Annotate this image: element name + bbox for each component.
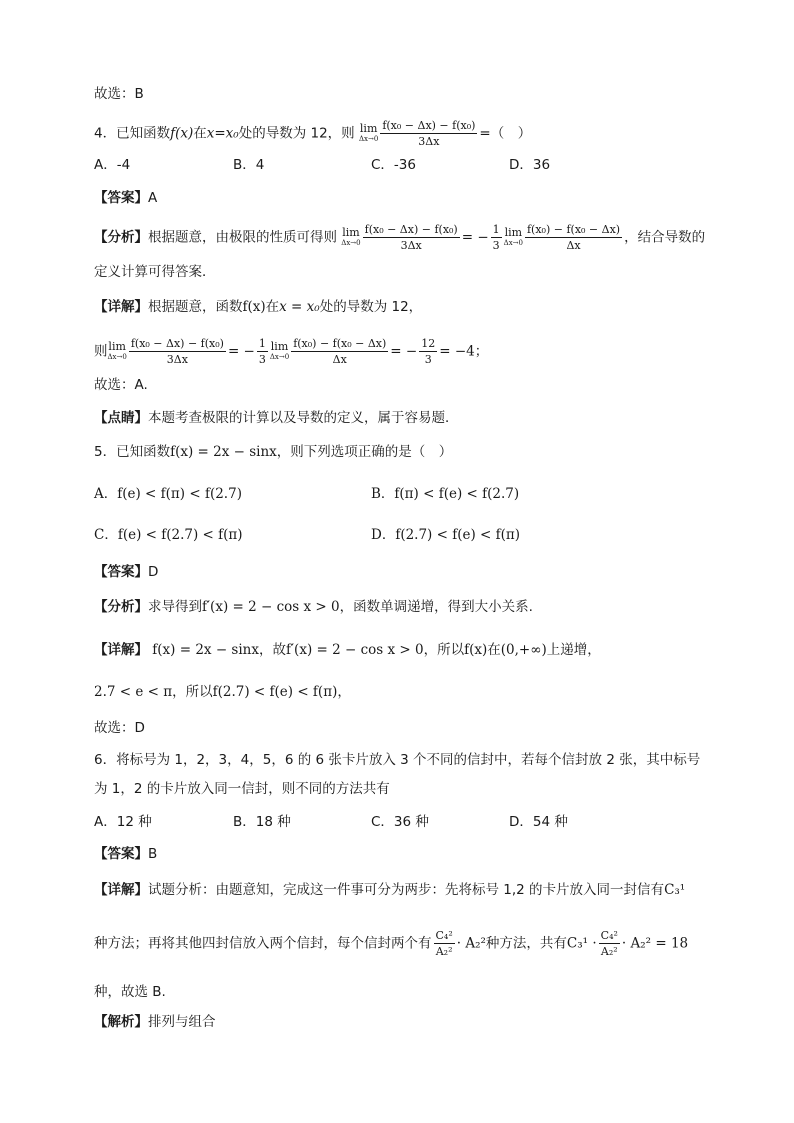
detail-text: 根据题意，函数 xyxy=(148,299,243,315)
answer-value: D xyxy=(148,564,159,580)
q4-stem xyxy=(94,118,531,149)
comment-tag: 【点睛】 xyxy=(94,410,148,426)
detail-text-3: 处的导数为 12， xyxy=(319,299,423,315)
q5-answer xyxy=(94,562,158,582)
q6-detail-line2 xyxy=(94,928,688,959)
q5-option-c: C．f(e) < f(2.7) < f(π) xyxy=(94,527,243,543)
detail-math-3: f(x) xyxy=(464,642,488,658)
q5-option-a: A．f(e) < f(π) < f(2.7) xyxy=(94,486,242,502)
frac-den: 3 xyxy=(424,353,432,366)
q5-option-b: B．f(π) < f(e) < f(2.7) xyxy=(371,486,520,502)
q4-option-d: D．36 xyxy=(509,157,551,173)
detail-tag: 【详解】 xyxy=(94,642,148,658)
detail-frac-c42 xyxy=(434,928,455,959)
detail-text: 试题分析：由题意知，完成这一件事可分为两步：先将标号 1,2 的卡片放入同一封信有 xyxy=(148,882,665,898)
detail-tag: 【详解】 xyxy=(94,299,148,315)
frac-num: C₄² xyxy=(435,929,453,942)
q5-stem-func: f(x) = 2x − sinx xyxy=(170,444,277,460)
q4-stem-point: x=x₀ xyxy=(206,125,239,142)
q6-option-c: C．36 种 xyxy=(371,814,429,830)
q4-select: 故选：A. xyxy=(94,377,148,393)
detail-total-post: · A₂² = 18 xyxy=(621,935,689,952)
analysis-lim-2 xyxy=(504,227,523,248)
detail-eq: = − xyxy=(227,343,255,360)
lim-label: lim xyxy=(342,226,360,239)
analysis-frac-2 xyxy=(525,222,622,253)
frac-den: 3Δx xyxy=(418,135,440,148)
frac-den: A₂² xyxy=(435,945,453,958)
frac-num: 12 xyxy=(421,337,436,350)
q4-stem-prefix: 4．已知函数 xyxy=(94,125,171,142)
q4-detail-equation xyxy=(94,336,488,367)
q4-stem-func: f(x) xyxy=(170,125,194,142)
detail-func: f(x) xyxy=(242,299,266,315)
q6-option-a: A．12 种 xyxy=(94,814,152,830)
detail-coef xyxy=(257,336,268,367)
detail-c31: C₃¹ xyxy=(664,882,686,898)
analysis-lim-1 xyxy=(341,227,360,248)
frac-num: 1 xyxy=(258,337,266,350)
detail-frac-2 xyxy=(291,336,388,367)
q4-detail xyxy=(94,297,422,317)
q5-option-d: D．f(2.7) < f(e) < f(π) xyxy=(371,527,521,543)
analysis-math: f′(x) = 2 − cos x > 0 xyxy=(202,599,340,615)
lim-label: lim xyxy=(504,226,523,239)
analysis-eq: = − xyxy=(461,229,489,246)
detail-total-pre: C₃¹ · xyxy=(566,935,597,952)
detail-frac-1 xyxy=(129,336,226,367)
q6-detail xyxy=(94,880,685,900)
detail-line2-b: 种方法，共有 xyxy=(485,935,567,952)
q6-stem-line2: 为 1，2 的卡片放入同一信封，则不同的方法共有 xyxy=(94,781,390,797)
frac-den: 3 xyxy=(492,239,500,252)
frac-num: 1 xyxy=(492,223,500,236)
q4-answer xyxy=(94,188,157,208)
detail-text-2: 在 xyxy=(265,299,280,315)
comment-text: 本题考查极限的计算以及导数的定义，属于容易题． xyxy=(148,410,459,426)
detail-result: = −4 xyxy=(439,343,475,360)
q6-stem-line1: 6．将标号为 1，2，3，4，5，6 的 6 张卡片放入 3 个不同的信封中，若每个信封放 2 张，其中标号 xyxy=(94,752,701,768)
detail-line2-math-1: 2.7 < e < π xyxy=(94,684,173,700)
explain-tag: 【解析】 xyxy=(94,1014,148,1030)
detail-semicolon: ； xyxy=(474,343,489,360)
lim-sub: Δx→0 xyxy=(503,239,523,247)
frac-den: 3Δx xyxy=(400,239,422,252)
q4-stem-suffix: 处的导数为 12，则 xyxy=(238,125,355,142)
detail-line2-end: ， xyxy=(337,684,351,700)
detail-a22: · A₂² xyxy=(456,935,486,952)
q6-option-d: D．54 种 xyxy=(509,814,568,830)
frac-den: A₂² xyxy=(600,945,618,958)
answer-tag: 【答案】 xyxy=(94,190,148,206)
lim-sub: Δx→0 xyxy=(269,353,290,361)
q5-select: 故选：D xyxy=(94,720,145,736)
q6-answer xyxy=(94,844,157,864)
lim-label: lim xyxy=(108,340,126,353)
detail-line2-math-2: f(2.7) < f(e) < f(π) xyxy=(212,684,338,700)
q5-stem xyxy=(94,442,452,462)
detail-tag: 【详解】 xyxy=(94,882,148,898)
detail-text-1: ，故 xyxy=(259,642,286,658)
frac-num: C₄² xyxy=(600,929,618,942)
frac-den: 3 xyxy=(258,353,266,366)
analysis-text: 根据题意，由极限的性质可得则 xyxy=(148,229,337,246)
q4-comment xyxy=(94,408,459,428)
q4-analysis-line2: 定义计算可得答案． xyxy=(94,264,216,280)
lim-label: lim xyxy=(270,340,289,353)
q5-detail-line2 xyxy=(94,682,351,702)
detail-point: x = x₀ xyxy=(279,299,320,315)
q5-analysis xyxy=(94,597,533,617)
answer-tag: 【答案】 xyxy=(94,846,148,862)
q4-option-a: A．-4 xyxy=(94,157,131,173)
detail-line2-a: 种方法；再将其他四封信放入两个信封，每个信封两个有 xyxy=(94,935,432,952)
q5-detail xyxy=(94,640,601,660)
q4-analysis xyxy=(94,222,705,253)
detail-text-4: 上递增， xyxy=(546,642,601,658)
detail-coef-2 xyxy=(419,336,437,367)
analysis-frac-1 xyxy=(363,222,460,253)
q6-option-b: B．18 种 xyxy=(233,814,291,830)
q5-stem-suffix: ，则下列选项正确的是（ ） xyxy=(276,444,453,460)
analysis-text-2: ，函数单调递增，得到大小关系. xyxy=(339,599,533,615)
frac-den: Δx xyxy=(332,353,347,366)
detail-line2-text: ，所以 xyxy=(172,684,213,700)
detail-lim-2 xyxy=(270,341,289,362)
q4-stem-end: =（ ） xyxy=(479,125,532,142)
detail-lim-1 xyxy=(108,341,127,362)
q4-option-b: B．4 xyxy=(233,157,265,173)
analysis-tag: 【分析】 xyxy=(94,599,148,615)
lim-sub: Δx→0 xyxy=(341,239,361,247)
q4-option-c: C．-36 xyxy=(371,157,416,173)
q4-stem-lim xyxy=(359,123,378,144)
q6-explain xyxy=(94,1012,216,1032)
analysis-coef xyxy=(491,222,502,253)
lim-sub: Δx→0 xyxy=(358,135,379,143)
analysis-tag: 【分析】 xyxy=(94,229,148,246)
explain-text: 排列与组合 xyxy=(148,1014,216,1030)
answer-value: A xyxy=(148,190,158,206)
detail-math-4: (0,+∞) xyxy=(500,642,547,658)
frac-num: f(x₀ − Δx) − f(x₀) xyxy=(382,119,476,132)
analysis-text-2: ，结合导数的 xyxy=(624,229,706,246)
q6-detail-line3: 种，故选 B. xyxy=(94,984,166,1000)
detail-text-3: 在 xyxy=(487,642,501,658)
frac-num: f(x₀ − Δx) − f(x₀) xyxy=(130,337,224,350)
q3-select: 故选：B xyxy=(94,86,144,102)
lim-label: lim xyxy=(359,122,378,135)
detail-frac-c42-total xyxy=(599,928,620,959)
lim-sub: Δx→0 xyxy=(107,353,127,361)
detail-ze: 则 xyxy=(94,343,108,360)
frac-num: f(x₀) − f(x₀ − Δx) xyxy=(293,337,387,350)
detail-math-2: f′(x) = 2 − cos x > 0 xyxy=(286,642,424,658)
q4-stem-mid: 在 xyxy=(193,125,207,142)
q4-stem-frac xyxy=(380,118,477,149)
detail-eq-2: = − xyxy=(390,343,418,360)
frac-num: f(x₀) − f(x₀ − Δx) xyxy=(526,223,621,236)
frac-den: Δx xyxy=(566,239,581,252)
detail-text-2: ，所以 xyxy=(423,642,465,658)
frac-num: f(x₀ − Δx) − f(x₀) xyxy=(364,223,458,236)
frac-den: 3Δx xyxy=(166,353,188,366)
detail-math-1: f(x) = 2x − sinx xyxy=(152,642,259,658)
answer-value: B xyxy=(148,846,158,862)
analysis-text: 求导得到 xyxy=(148,599,202,615)
q5-stem-prefix: 5．已知函数 xyxy=(94,444,171,460)
answer-tag: 【答案】 xyxy=(94,564,148,580)
